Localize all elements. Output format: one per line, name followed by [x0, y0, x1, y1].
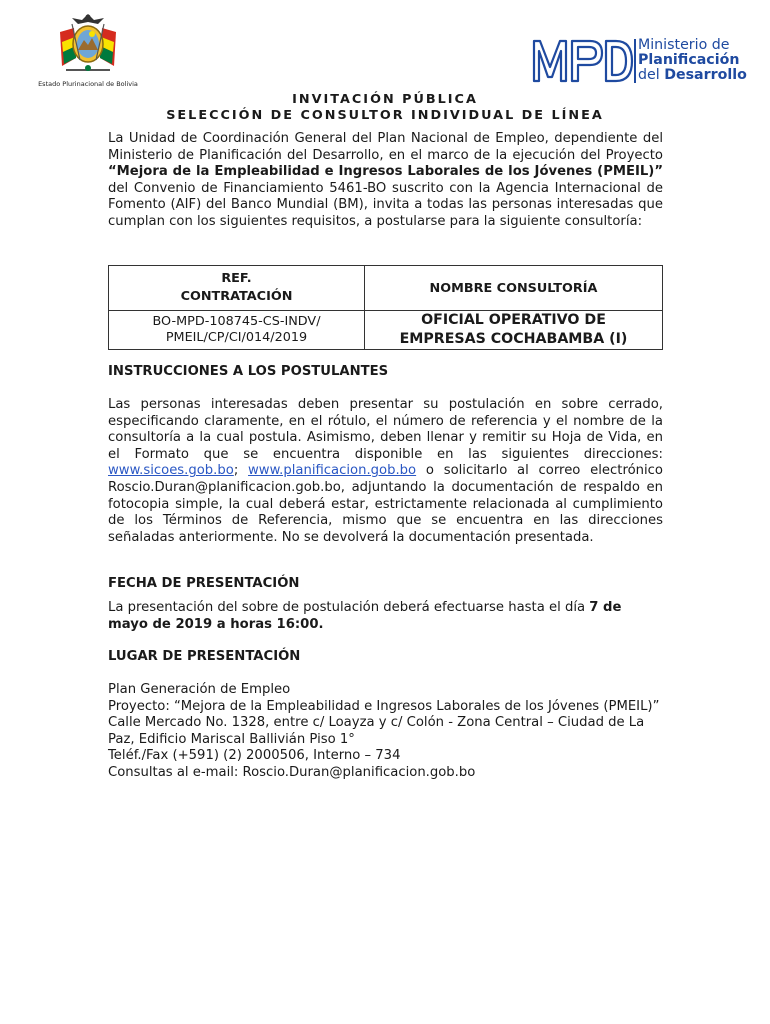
logo-line-1: Ministerio de [638, 37, 730, 53]
consultancy-table [108, 265, 663, 350]
coat-of-arms-icon [52, 10, 124, 80]
table-row [109, 311, 663, 350]
name-line-2: EMPRESAS COCHABAMBA (I) [399, 331, 628, 347]
lugar-line: Proyecto: “Mejora de la Empleabilidad e Ingresos Laborales de los Jóvenes (PMEIL)” [108, 698, 660, 714]
name-line-1: OFICIAL OPERATIVO DE [421, 312, 606, 328]
mpd-logo-icon [532, 37, 636, 85]
logo-wordmark [638, 38, 747, 83]
bolivia-coat-of-arms [38, 10, 138, 90]
fecha-heading: FECHA DE PRESENTACIÓN [108, 576, 300, 591]
fecha-date: 7 de mayo de 2019 a horas 16:00. [108, 600, 622, 632]
header-ref-line-1: REF. [221, 271, 252, 286]
intro-paragraph [108, 131, 663, 231]
lugar-line: Teléf./Fax (+591) (2) 2000506, Interno – 734 [108, 748, 401, 764]
lugar-line: Consultas al e-mail: Roscio.Duran@planificacion.gob.bo [108, 764, 476, 780]
ministry-logo [532, 37, 747, 85]
sicoes-link[interactable]: www.sicoes.gob.bo [108, 463, 234, 479]
seal-caption: Estado Plurinacional de Bolivia [38, 80, 138, 88]
document-title: INVITACIÓN PÚBLICA [292, 92, 478, 107]
instructions-text-2: o solicitarlo al correo electrónico Roscio.Duran@planificacion.gob.bo, adjuntando la documentación de respaldo en fotocopia simple, la cual deberá estar, estrictamente relacionada al cumplimiento de los Términos de Referencia, mismo que se encuentra en las direcciones señaladas anteriormente. No se devolverá la documentación presentada. [108, 463, 663, 545]
header-name-cell: NOMBRE CONSULTORÍA [365, 266, 663, 311]
instructions-paragraph [108, 397, 663, 546]
intro-text-1: La Unidad de Coordinación General del Plan Nacional de Empleo, dependiente del Ministerio de Planificación del Desarrollo, en el marco de la ejecución del Proyecto [108, 131, 663, 163]
logo-line-2: Planificación [638, 52, 740, 68]
link-separator: ; [233, 463, 249, 479]
ref-cell [109, 311, 365, 350]
table-header-row [109, 266, 663, 311]
project-name: “Mejora de la Empleabilidad e Ingresos Laborales de los Jóvenes (PMEIL)” [108, 164, 663, 180]
lugar-heading: LUGAR DE PRESENTACIÓN [108, 649, 301, 664]
header-ref-cell [109, 266, 365, 311]
header-ref-line-2: CONTRATACIÓN [180, 289, 293, 304]
logo-line-3 [638, 68, 747, 83]
logo-line-3-prefix: del [638, 67, 665, 83]
planificacion-link[interactable]: www.planificacion.gob.bo [248, 463, 417, 479]
intro-text-2: del Convenio de Financiamiento 5461-BO suscrito con la Agencia Internacional de Fomento (AIF) del Banco Mundial (BM), invita a todas las personas interesadas que cumplan con los siguientes requisitos, a postularse para la siguiente consultoría: [108, 180, 663, 229]
lugar-line: Plan Generación de Empleo [108, 682, 291, 697]
ref-line-2: PMEIL/CP/CI/014/2019 [165, 330, 308, 345]
logo-line-3-bold: Desarrollo [664, 67, 747, 83]
lugar-block [108, 682, 663, 782]
fecha-paragraph [108, 600, 663, 633]
fecha-text: La presentación del sobre de postulación deberá efectuarse hasta el día [108, 600, 590, 615]
ref-line-1: BO-MPD-108745-CS-INDV/ [152, 313, 321, 329]
instructions-text-1: Las personas interesadas deben presentar su postulación en sobre cerrado, especificando claramente, en el rótulo, el número de referencia y el nombre de la consultoría a la cual postula. Asimismo, deben llenar y remitir su Hoja de Vida, en el Formato que se encuentra disponible en las siguientes direcciones: [108, 397, 663, 462]
name-cell [365, 311, 663, 350]
document-subtitle: SELECCIÓN DE CONSULTOR INDIVIDUAL DE LÍNEA [166, 108, 604, 123]
lugar-line: Calle Mercado No. 1328, entre c/ Loayza y c/ Colón - Zona Central – Ciudad de La Paz, Edificio Mariscal Ballivián Piso 1° [108, 715, 645, 747]
instructions-heading: INSTRUCCIONES A LOS POSTULANTES [108, 364, 389, 379]
